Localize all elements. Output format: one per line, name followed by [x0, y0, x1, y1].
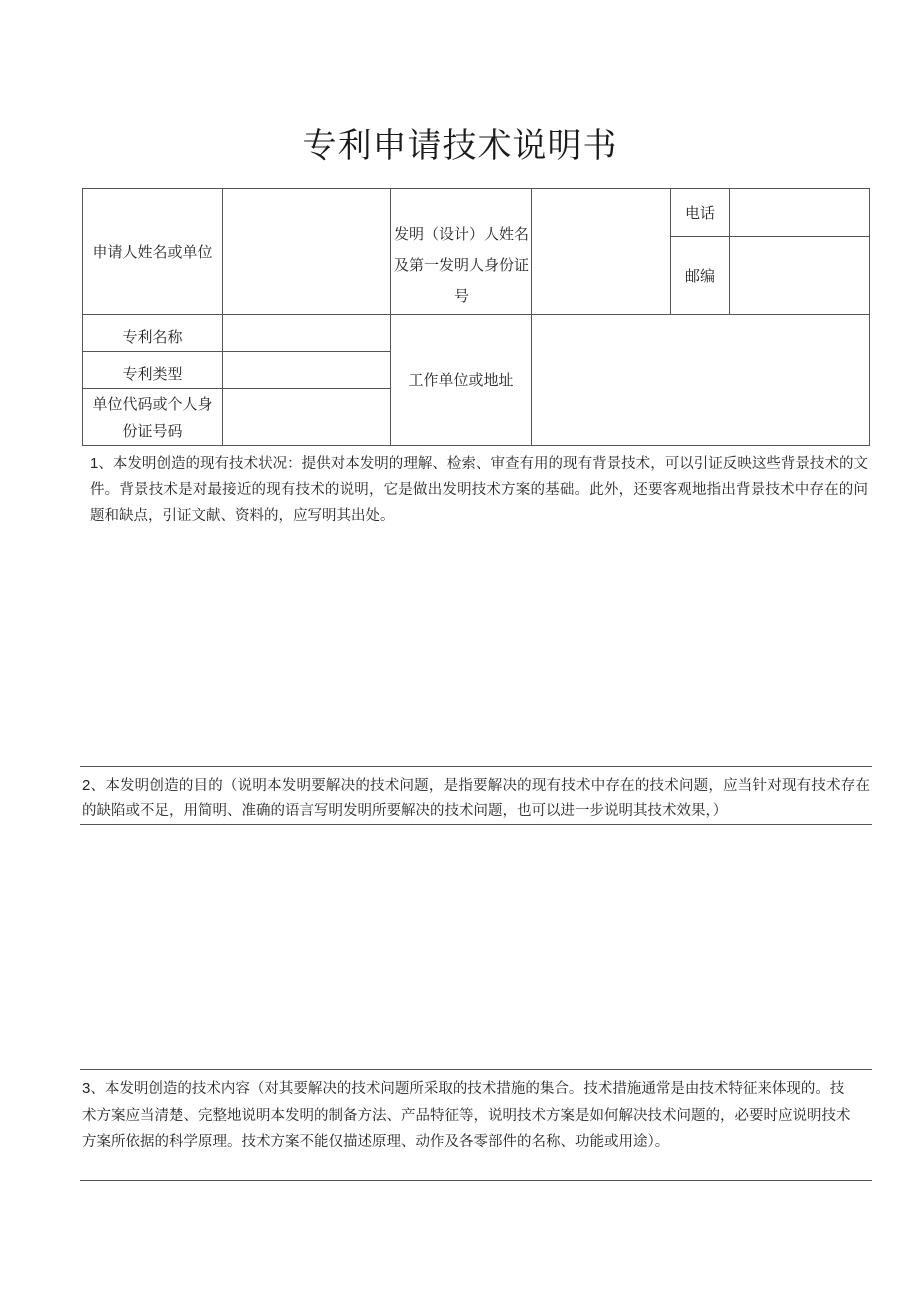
- applicant-field[interactable]: [223, 189, 390, 314]
- section-technical-content: [82, 1076, 857, 1156]
- id-code-field[interactable]: [223, 389, 390, 445]
- applicant-label: 申请人姓名或单位: [92, 242, 213, 261]
- section-text: 、本发明创造的目的（说明本发明要解决的技术问题，是指要解决的现有技术中存在的技术问题，应当针对现有技术存在的缺陷或不足，用简明、准确的语言写明发明所要解决的技术问题，也可以进一步说明其技术效果，）: [82, 778, 870, 819]
- postcode-label: 邮编: [684, 266, 715, 285]
- phone-label: 电话: [684, 203, 715, 222]
- patent-type-field[interactable]: [223, 352, 390, 388]
- patent-name-field[interactable]: [223, 315, 390, 351]
- patent-name-label: 专利名称: [122, 328, 183, 346]
- section-divider: [80, 824, 872, 825]
- section-number: 1: [90, 455, 99, 472]
- id-code-label: 单位代码或个人身份证号码: [92, 395, 213, 440]
- work-address-field[interactable]: [532, 315, 869, 445]
- work-address-label: 工作单位或地址: [408, 371, 514, 389]
- section-text: 、本发明创造的现有技术状况：提供对本发明的理解、检索、审查有用的现有背景技术，可以引证反映这些背景技术的文件。背景技术是对最接近的现有技术的说明，它是做出发明技术方案的基础。此外，还要客观地指出背景技术中存在的问题和缺点，引证文献、资料的，应写明其出处。: [90, 456, 868, 524]
- section-objective: [82, 773, 870, 824]
- section-number: 2: [82, 777, 91, 794]
- phone-field[interactable]: [730, 189, 869, 236]
- inventor-field[interactable]: [532, 189, 670, 314]
- section-text: 、本发明创造的技术内容（对其要解决的技术问题所采取的技术措施的集合。技术措施通常是由技术特征来体现的。技术方案应当清楚、完整地说明本发明的制备方法、产品特征等，说明技术方案是如何解决技术问题的，必要时应说明技术方案所依据的科学原理。技术方案不能仅描述原理、动作及各零部件的名称、功能或用途）。: [82, 1081, 851, 1150]
- section-divider: [80, 1069, 872, 1070]
- patent-type-label: 专利类型: [122, 365, 183, 383]
- section-prior-art: [90, 451, 868, 529]
- page-title: 专利申请技术说明书: [302, 126, 618, 166]
- section-divider: [80, 1180, 872, 1181]
- postcode-field[interactable]: [730, 237, 869, 314]
- section-divider: [80, 766, 872, 767]
- inventor-label: 发明（设计）人姓名及第一发明人身份证号: [393, 225, 529, 305]
- section-number: 3: [82, 1080, 91, 1097]
- applicant-info-table: [82, 188, 870, 446]
